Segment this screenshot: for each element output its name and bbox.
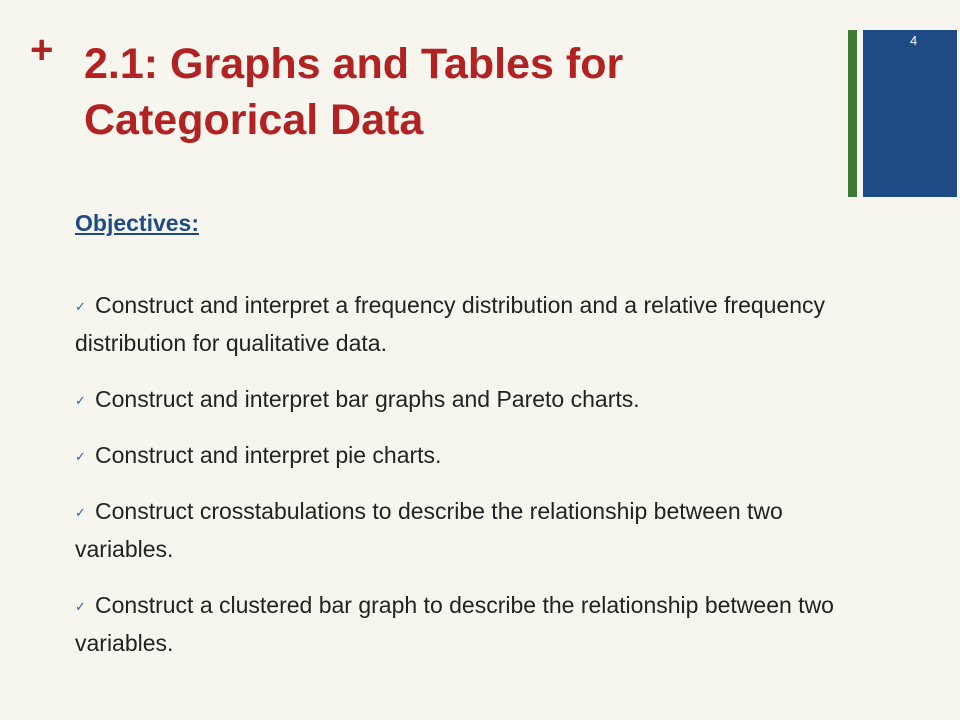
objective-item	[75, 380, 875, 418]
objective-item	[75, 436, 875, 474]
checkmark-icon: ✓	[75, 449, 86, 465]
checkmark-icon: ✓	[75, 299, 86, 315]
checkmark-icon: ✓	[75, 505, 86, 521]
objectives-heading: Objectives:	[75, 210, 199, 236]
objective-text: Construct and interpret pie charts.	[95, 442, 442, 468]
objective-item	[75, 286, 875, 362]
page-number: 4	[910, 33, 918, 48]
green-accent-bar	[848, 30, 857, 197]
objective-text: Construct and interpret a frequency distribution and a relative frequency distribution for qualitative data.	[75, 292, 826, 356]
plus-icon: +	[30, 28, 54, 72]
objective-text: Construct a clustered bar graph to describe the relationship between two variables.	[75, 592, 834, 656]
blue-accent-bar	[863, 30, 957, 197]
objective-item	[75, 492, 875, 568]
checkmark-icon: ✓	[75, 599, 86, 615]
slide-title: 2.1: Graphs and Tables for Categorical Data	[84, 40, 624, 144]
objective-text: Construct and interpret bar graphs and Pareto charts.	[95, 386, 640, 412]
checkmark-icon: ✓	[75, 393, 86, 409]
objective-item	[75, 586, 875, 662]
objective-text: Construct crosstabulations to describe the relationship between two variables.	[75, 498, 783, 562]
objectives-list	[75, 286, 875, 680]
